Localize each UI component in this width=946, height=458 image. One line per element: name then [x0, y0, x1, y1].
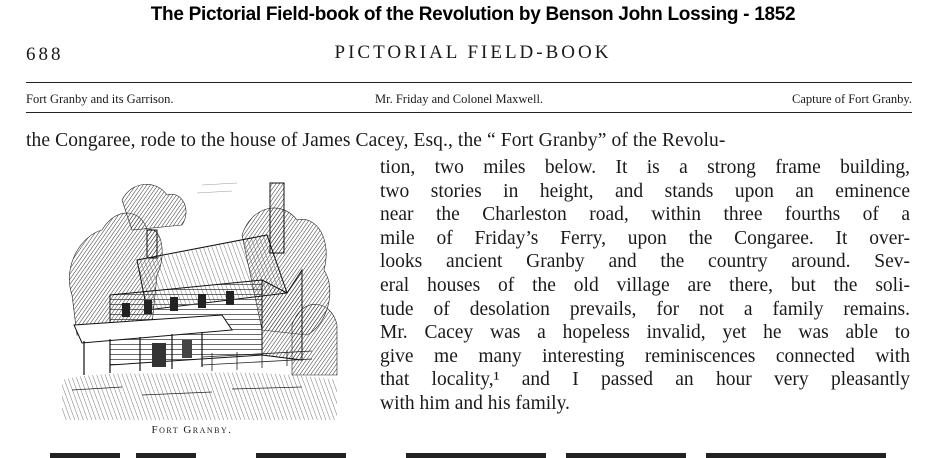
running-title: PICTORIAL FIELD-BOOK: [334, 42, 612, 63]
cut-off-next-line: [26, 446, 912, 458]
body-line: with him and his family.: [380, 392, 570, 414]
body-line: tude of desolation prevails, for not a family remains.: [380, 298, 910, 320]
body-line: Mr. Cacey was a hopeless invalid, yet he was able to: [380, 322, 910, 344]
body-line: that locality,¹ and I passed an hour very pleasantly: [380, 369, 910, 391]
subheading-center: Mr. Friday and Colonel Maxwell.: [375, 92, 544, 106]
body-line: looks ancient Granby and the country around. Sev-: [380, 251, 910, 273]
body-line: near the Charleston road, within three fourths of a: [380, 204, 910, 226]
body-line: give me many interesting reminiscences connected with: [380, 345, 910, 367]
subheading-left: Fort Granby and its Garrison.: [26, 92, 174, 106]
page-banner-title: The Pictorial Field-book of the Revolution by Benson John Lossing - 1852: [150, 4, 796, 25]
body-first-line: the Congaree, rode to the house of James Cacey, Esq., the “ Fort Granby” of the Revolu-: [26, 130, 726, 151]
figure-caption: Fort Granby.: [151, 424, 233, 436]
page-number: 688: [26, 44, 64, 65]
body-line: eral houses of the old village are there, but the soli-: [380, 274, 910, 296]
body-line: two stories in height, and stands upon an eminence: [380, 180, 910, 202]
fort-granby-engraving: [62, 175, 342, 420]
body-text-column: [380, 156, 910, 416]
header-rule-bottom: [26, 112, 912, 113]
subheading-right: Capture of Fort Granby.: [792, 92, 912, 106]
header-rule-top: [26, 82, 912, 83]
body-line: tion, two miles below. It is a strong frame building,: [380, 157, 910, 178]
body-line: mile of Friday’s Ferry, upon the Congaree. It over-: [380, 227, 910, 249]
